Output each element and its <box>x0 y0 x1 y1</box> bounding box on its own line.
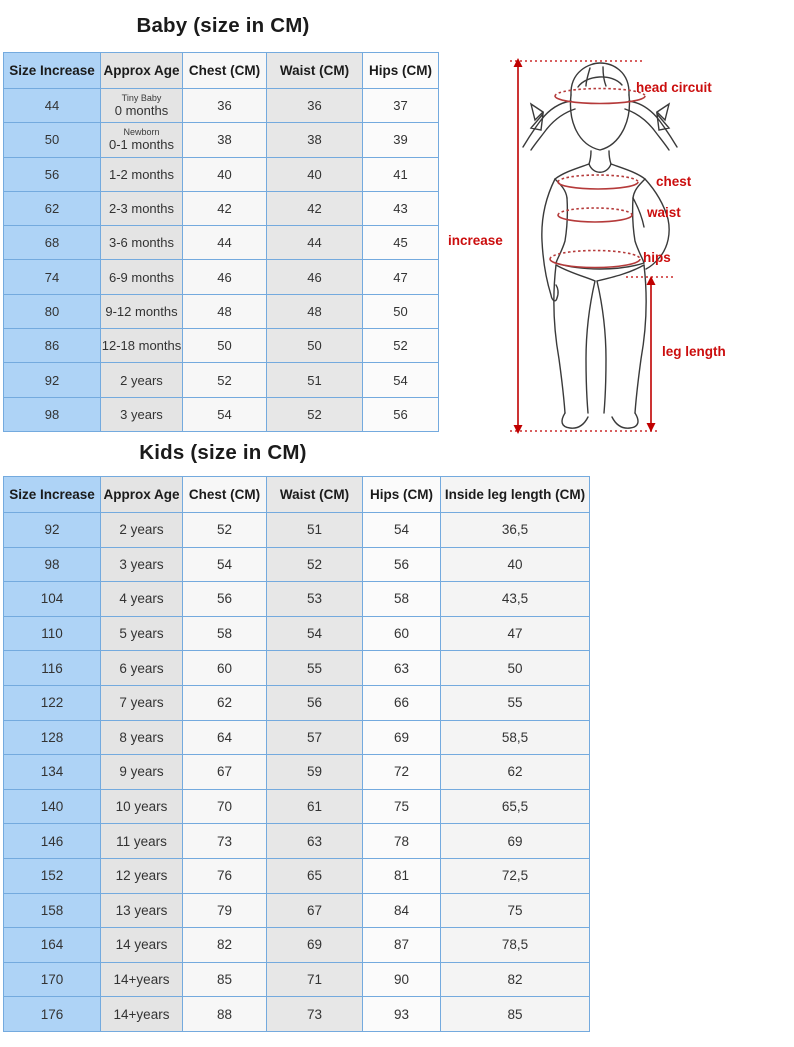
table-cell: 8 years <box>101 720 183 755</box>
table-cell: 50 <box>441 651 590 686</box>
column-header: Hips (CM) <box>363 53 439 89</box>
table-cell: 40 <box>267 157 363 191</box>
table-cell: 43,5 <box>441 582 590 617</box>
table-cell: 36 <box>267 89 363 123</box>
table-cell: 85 <box>183 962 267 997</box>
increase-label: increase <box>448 233 503 248</box>
table-cell: 176 <box>4 997 101 1032</box>
table-cell: 47 <box>363 260 439 294</box>
table-cell: 74 <box>4 260 101 294</box>
table-cell: 58 <box>183 616 267 651</box>
table-cell: 90 <box>363 962 441 997</box>
table-row <box>4 824 590 859</box>
table-cell: 44 <box>183 226 267 260</box>
table-cell: 122 <box>4 685 101 720</box>
table-cell: 63 <box>363 651 441 686</box>
table-cell: 128 <box>4 720 101 755</box>
table-cell: 65 <box>267 858 363 893</box>
table-cell: 98 <box>4 547 101 582</box>
measurement-arrows <box>510 58 676 434</box>
table-cell: 43 <box>363 191 439 225</box>
table-cell: 72 <box>363 755 441 790</box>
table-row <box>4 329 439 363</box>
table-cell: 14+years <box>101 962 183 997</box>
table-row <box>4 89 439 123</box>
kids-size-table <box>3 476 590 1032</box>
table-cell: 104 <box>4 582 101 617</box>
table-cell: 42 <box>267 191 363 225</box>
kids-header-row <box>4 477 590 513</box>
table-cell: 93 <box>363 997 441 1032</box>
table-cell: 152 <box>4 858 101 893</box>
waist-label: waist <box>647 205 681 220</box>
table-cell: 82 <box>441 962 590 997</box>
table-cell: 72,5 <box>441 858 590 893</box>
age-note: Tiny Baby <box>121 93 162 104</box>
table-cell: 54 <box>183 547 267 582</box>
table-cell: 69 <box>441 824 590 859</box>
table-cell: 110 <box>4 616 101 651</box>
table-row <box>4 260 439 294</box>
table-cell: 54 <box>183 397 267 431</box>
table-cell: 66 <box>363 685 441 720</box>
baby-table-title: Baby (size in CM) <box>136 14 310 37</box>
table-cell: 67 <box>267 893 363 928</box>
child-figure-drawing <box>440 55 794 445</box>
table-cell: 52 <box>267 547 363 582</box>
table-cell: 64 <box>183 720 267 755</box>
table-cell: 48 <box>267 294 363 328</box>
table-cell: 14+years <box>101 997 183 1032</box>
table-row <box>4 962 590 997</box>
column-header: Chest (CM) <box>183 477 267 513</box>
table-row <box>4 651 590 686</box>
table-cell: 68 <box>4 226 101 260</box>
table-cell: 3 years <box>101 397 183 431</box>
table-cell: 6 years <box>101 651 183 686</box>
table-cell: 52 <box>183 363 267 397</box>
table-cell: 10 years <box>101 789 183 824</box>
column-header: Waist (CM) <box>267 477 363 513</box>
table-row <box>4 582 590 617</box>
table-cell: 55 <box>441 685 590 720</box>
table-cell: 69 <box>267 928 363 963</box>
table-cell: 52 <box>183 513 267 548</box>
table-row <box>4 858 590 893</box>
table-cell: 88 <box>183 997 267 1032</box>
table-cell: 56 <box>4 157 101 191</box>
age-note: Newborn <box>123 127 160 138</box>
table-row <box>4 789 590 824</box>
table-cell: 2 years <box>101 363 183 397</box>
column-header: Hips (CM) <box>363 477 441 513</box>
table-cell: 79 <box>183 893 267 928</box>
table-cell: 39 <box>363 123 439 157</box>
table-row <box>4 294 439 328</box>
table-row <box>4 397 439 431</box>
column-header: Size Increase <box>4 477 101 513</box>
table-cell: Newborn 0-1 months <box>101 123 183 157</box>
table-cell: 14 years <box>101 928 183 963</box>
table-cell: 158 <box>4 893 101 928</box>
table-row <box>4 191 439 225</box>
table-cell: 1-2 months <box>101 157 183 191</box>
table-cell: 53 <box>267 582 363 617</box>
table-cell: 44 <box>4 89 101 123</box>
table-row <box>4 513 590 548</box>
table-cell: 36 <box>183 89 267 123</box>
table-cell: 7 years <box>101 685 183 720</box>
table-cell: 67 <box>183 755 267 790</box>
table-cell: 63 <box>267 824 363 859</box>
table-cell: 4 years <box>101 582 183 617</box>
table-cell: 75 <box>363 789 441 824</box>
table-row <box>4 123 439 157</box>
table-cell: 11 years <box>101 824 183 859</box>
table-cell: 45 <box>363 226 439 260</box>
table-cell: 60 <box>183 651 267 686</box>
hips-label: hips <box>643 250 671 265</box>
table-cell: 170 <box>4 962 101 997</box>
table-cell: 70 <box>183 789 267 824</box>
baby-size-table <box>3 52 439 432</box>
table-cell: 116 <box>4 651 101 686</box>
table-cell: 58,5 <box>441 720 590 755</box>
table-cell: 78,5 <box>441 928 590 963</box>
table-cell: 51 <box>267 363 363 397</box>
table-cell: 40 <box>441 547 590 582</box>
measurement-ellipses <box>550 89 645 268</box>
table-row <box>4 616 590 651</box>
table-cell: 78 <box>363 824 441 859</box>
table-cell: 146 <box>4 824 101 859</box>
table-cell: 13 years <box>101 893 183 928</box>
table-cell: 71 <box>267 962 363 997</box>
table-cell: 75 <box>441 893 590 928</box>
table-cell: 92 <box>4 363 101 397</box>
table-cell: 9 years <box>101 755 183 790</box>
table-cell: 92 <box>4 513 101 548</box>
table-cell: 98 <box>4 397 101 431</box>
table-row <box>4 997 590 1032</box>
column-header: Chest (CM) <box>183 53 267 89</box>
table-cell: 3 years <box>101 547 183 582</box>
table-cell: 50 <box>4 123 101 157</box>
column-header: Waist (CM) <box>267 53 363 89</box>
table-cell: 164 <box>4 928 101 963</box>
table-cell: 85 <box>441 997 590 1032</box>
table-cell: 12 years <box>101 858 183 893</box>
table-cell: 54 <box>267 616 363 651</box>
table-cell: 51 <box>267 513 363 548</box>
table-row <box>4 755 590 790</box>
table-cell: 60 <box>363 616 441 651</box>
column-header: Approx Age <box>101 477 183 513</box>
table-row <box>4 893 590 928</box>
baby-header-row <box>4 53 439 89</box>
table-cell: 5 years <box>101 616 183 651</box>
table-cell: 9-12 months <box>101 294 183 328</box>
table-cell: 36,5 <box>441 513 590 548</box>
table-cell: 2 years <box>101 513 183 548</box>
table-cell: 50 <box>267 329 363 363</box>
table-row <box>4 363 439 397</box>
table-cell: 55 <box>267 651 363 686</box>
table-cell: 62 <box>183 685 267 720</box>
column-header: Approx Age <box>101 53 183 89</box>
table-cell: 2-3 months <box>101 191 183 225</box>
table-cell: 61 <box>267 789 363 824</box>
table-cell: 86 <box>4 329 101 363</box>
table-row <box>4 720 590 755</box>
table-cell: 46 <box>267 260 363 294</box>
table-cell: 56 <box>363 547 441 582</box>
table-cell: 50 <box>183 329 267 363</box>
table-cell: 46 <box>183 260 267 294</box>
table-cell: 38 <box>267 123 363 157</box>
table-row <box>4 226 439 260</box>
table-cell: 140 <box>4 789 101 824</box>
table-cell: 62 <box>4 191 101 225</box>
table-cell: 42 <box>183 191 267 225</box>
table-row <box>4 157 439 191</box>
table-cell: 44 <box>267 226 363 260</box>
table-cell: 82 <box>183 928 267 963</box>
table-cell: 73 <box>183 824 267 859</box>
table-cell: 62 <box>441 755 590 790</box>
table-cell: 69 <box>363 720 441 755</box>
table-cell: 73 <box>267 997 363 1032</box>
table-cell: 47 <box>441 616 590 651</box>
kids-table-title: Kids (size in CM) <box>139 441 307 464</box>
table-cell: 52 <box>363 329 439 363</box>
table-cell: Tiny Baby 0 months <box>101 89 183 123</box>
table-cell: 56 <box>363 397 439 431</box>
table-row <box>4 547 590 582</box>
table-cell: 37 <box>363 89 439 123</box>
table-cell: 52 <box>267 397 363 431</box>
table-cell: 40 <box>183 157 267 191</box>
table-cell: 54 <box>363 513 441 548</box>
table-row <box>4 928 590 963</box>
table-cell: 56 <box>267 685 363 720</box>
table-cell: 12-18 months <box>101 329 183 363</box>
table-cell: 57 <box>267 720 363 755</box>
table-cell: 54 <box>363 363 439 397</box>
table-cell: 48 <box>183 294 267 328</box>
table-cell: 6-9 months <box>101 260 183 294</box>
table-cell: 65,5 <box>441 789 590 824</box>
table-cell: 59 <box>267 755 363 790</box>
table-cell: 56 <box>183 582 267 617</box>
table-cell: 3-6 months <box>101 226 183 260</box>
measurement-illustration <box>440 55 794 445</box>
table-cell: 134 <box>4 755 101 790</box>
table-cell: 80 <box>4 294 101 328</box>
table-cell: 87 <box>363 928 441 963</box>
table-cell: 38 <box>183 123 267 157</box>
table-cell: 76 <box>183 858 267 893</box>
table-cell: 81 <box>363 858 441 893</box>
chest-label: chest <box>656 174 692 189</box>
column-header: Size Increase <box>4 53 101 89</box>
table-cell: 58 <box>363 582 441 617</box>
table-cell: 50 <box>363 294 439 328</box>
column-header: Inside leg length (CM) <box>441 477 590 513</box>
table-row <box>4 685 590 720</box>
table-cell: 41 <box>363 157 439 191</box>
head-circuit-label: head circuit <box>636 80 712 95</box>
table-cell: 84 <box>363 893 441 928</box>
leg-length-label: leg length <box>662 344 726 359</box>
